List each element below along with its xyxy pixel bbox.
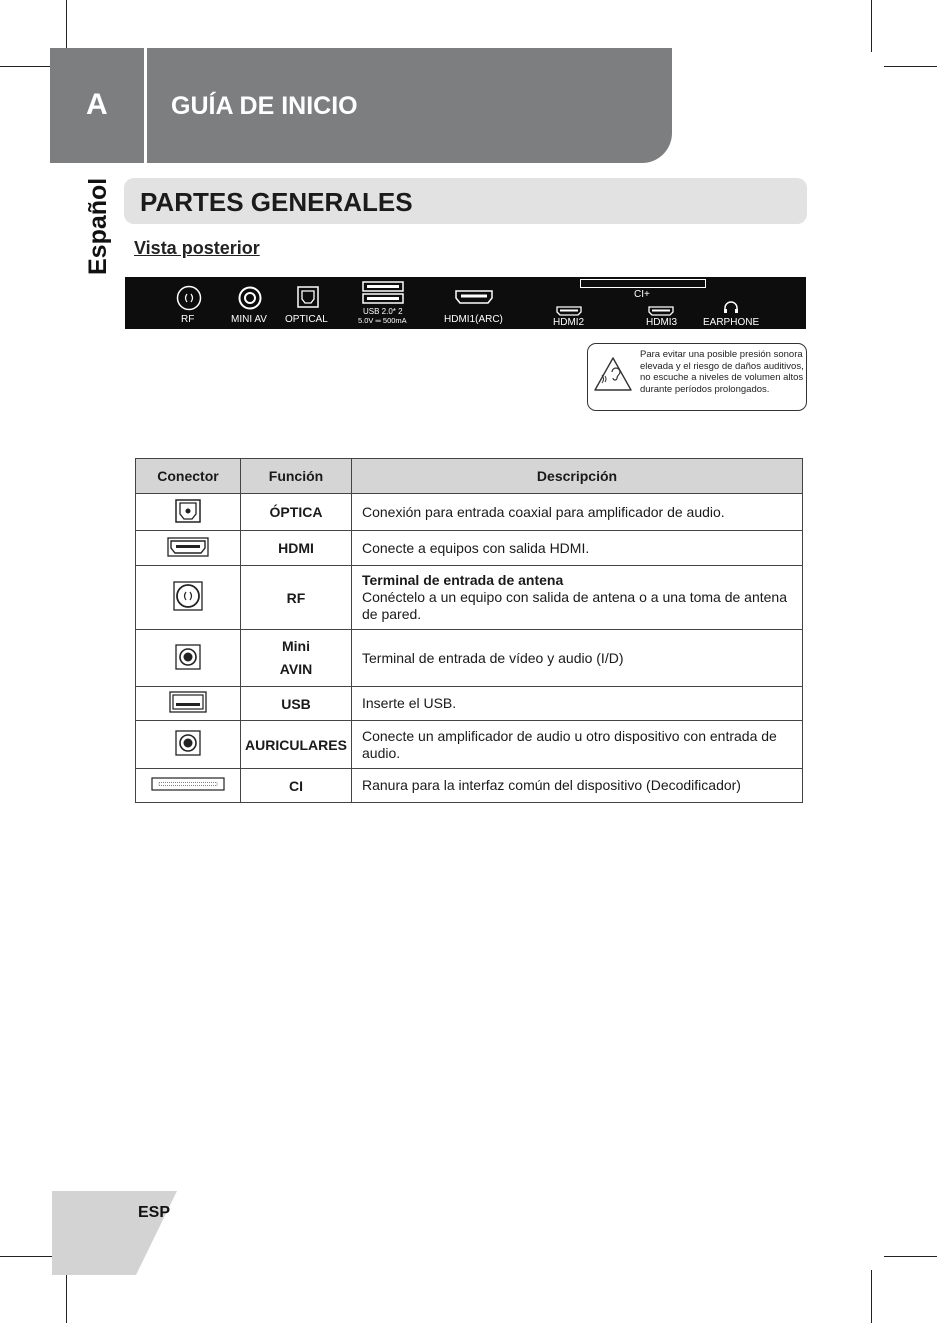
hdmi-port-icon [167,537,209,557]
optical-port-icon [297,286,319,308]
crop-mark [0,1256,52,1257]
description-cell: Conéctelo a un equipo con salida de antena o a una toma de antena de pared. [362,589,787,622]
table-header-row [136,459,803,494]
description-cell: Conecte un amplificador de audio u otro dispositivo con entrada de audio. [362,727,777,761]
optical-port-icon [175,499,201,523]
earphone-port-label: EARPHONE [703,317,760,328]
function-cell: AURICULARES [241,721,352,769]
hearing-warning-box [587,343,807,411]
description-cell: Inserte el USB. [362,695,457,711]
function-cell: Mini [282,638,310,654]
chapter-title: GUÍA DE INICIO [171,92,358,120]
hdmi2-port-label: HDMI2 [553,317,585,328]
crop-mark [66,1272,67,1323]
ci-slot-icon [151,777,225,791]
section-title: PARTES GENERALES [140,187,413,217]
usb-port-icon [362,281,404,305]
table-row [136,566,803,630]
hearing-warning-text: Para evitar una posible presión sonora elevada y el riesgo de daños auditivos, no escuche a niveles de volumen altos durante períodos prolongados. [640,349,804,395]
connector-table [135,458,803,803]
hdmi-port-icon [648,306,674,316]
rf-port-icon [176,285,202,311]
function-cell-line2: AVIN [279,661,313,677]
rf-port-label: RF [181,314,195,325]
back-panel-diagram [125,277,806,329]
rf-port-icon [173,581,203,611]
table-row [136,531,803,566]
function-cell: USB [241,687,352,721]
table-row [136,494,803,531]
section-bar [124,178,807,224]
usb-port-icon [169,691,207,713]
ci-slot-icon [580,279,706,288]
function-cell: ÓPTICA [241,494,352,531]
description-cell: Conexión para entrada coaxial para amplificador de audio. [362,503,725,520]
crop-mark [884,1256,937,1257]
table-row [136,630,803,687]
column-header-connector: Conector [136,459,241,494]
mini-av-port-icon [175,644,201,670]
mini-av-port-label: MINI AV [231,314,267,325]
optical-port-label: OPTICAL [285,314,328,325]
language-label: Español [84,177,112,275]
ci-slot-label: CI+ [634,289,650,300]
column-header-function: Función [241,459,352,494]
crop-mark [66,0,67,50]
function-cell: HDMI [241,531,352,566]
function-cell: CI [241,769,352,803]
footer-language-code: ESP [138,1204,171,1221]
table-row [136,687,803,721]
section-subtitle: Vista posterior [134,238,260,258]
chapter-header [50,48,672,163]
hdmi-port-icon [455,290,493,304]
description-cell: Terminal de entrada de vídeo y audio (I/D) [362,649,624,666]
description-heading: Terminal de entrada de antena [362,572,564,588]
crop-mark [884,66,937,67]
headphone-icon [723,300,739,314]
usb-port-label: USB 2.0* 2 [363,307,403,316]
crop-mark [0,66,52,67]
hdmi-port-icon [556,306,582,316]
column-header-description: Descripción [352,459,803,494]
table-row [136,769,803,803]
crop-mark [871,1270,872,1323]
hearing-warning-icon [593,356,633,394]
hdmi1-port-label: HDMI1(ARC) [444,314,503,325]
function-cell: RF [241,566,352,630]
table-row [136,721,803,769]
description-cell: Ranura para la interfaz común del dispositivo (Decodificador) [362,777,741,793]
header-divider [144,48,147,163]
earphone-jack-icon [175,730,201,756]
hdmi3-port-label: HDMI3 [646,317,678,328]
crop-mark [871,0,872,52]
chapter-letter: A [86,88,108,121]
mini-av-port-icon [238,286,262,310]
description-cell: Conecte a equipos con salida HDMI. [362,539,590,556]
usb-power-label: 5.0V ═ 500mA [358,316,407,325]
